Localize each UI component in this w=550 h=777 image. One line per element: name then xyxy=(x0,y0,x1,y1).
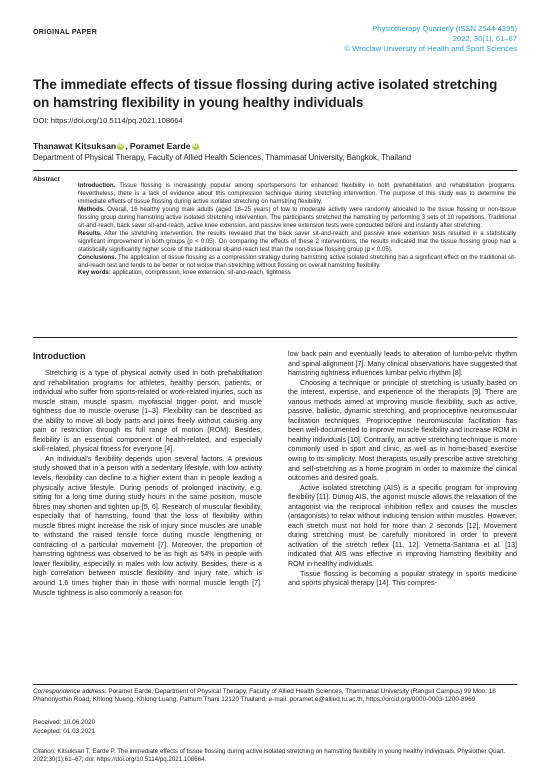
author-list xyxy=(33,141,200,151)
keywords-text: application, compression, knee extension, sit-and-reach, tightness xyxy=(110,269,291,277)
journal-info xyxy=(257,24,517,54)
abstract-heading: Conclusions. xyxy=(78,253,117,261)
affiliation: Department of Physical Therapy, Faculty of Allied Health Sciences, Thammasat University, Bangkok, Thailand xyxy=(33,153,412,162)
author-name: Poramet Earde xyxy=(129,141,191,151)
orcid-icon[interactable]: iD xyxy=(192,143,198,149)
article-dates xyxy=(33,718,95,736)
abstract-text: The application of tissue flossing as a compression strategy during hamstring active isolated stretching has a significant effect on the traditional sit-and-reach test and tends to be better or not worse than stretching without flossing on overall hamstring flexibility. xyxy=(78,253,516,269)
body-paragraph: low back pain and eventually leads to alteration of lumbo-pelvic rhythm and spinal alignment [7]. Many clinical observations have suggested that hamstring tightness influences lumbar pelvic rhythm [8]. xyxy=(288,350,517,378)
article-title: The immediate effects of tissue flossing during active isolated stretching on hamstring flexibility in young healthy individuals xyxy=(33,77,498,110)
correspondence-label: Correspondence address: xyxy=(33,688,107,695)
divider xyxy=(33,684,517,685)
abstract-heading: Introduction. xyxy=(78,182,116,189)
author-separator: , xyxy=(125,141,130,151)
divider xyxy=(33,170,517,171)
body-column-left xyxy=(33,350,262,598)
divider xyxy=(33,337,517,338)
abstract-text: Tissue flossing is increasingly popular among sportspersons for enhanced flexibility in both prehabilitation and rehabilitation programs. Nevertheless, there is a lack of evidence about this compression technique during stretching intervention. The purpose of this study was to determine the immediate effects of tissue flossing during active isolated stretching on hamstring flexibility. xyxy=(78,182,516,205)
section-heading: Introduction xyxy=(33,351,86,361)
author-name: Thanawat Kitsuksan xyxy=(33,141,117,151)
accepted-date: Accepted: 01.03.2021 xyxy=(33,728,96,735)
abstract-label: Abstract xyxy=(33,176,60,183)
abstract-text: Overall, 16 healthy young male adults (aged 18–25 years) of low to moderate activity were randomly allocated to the tissue flossing or non-tissue flossing group during hamstring active isolated stretching intervention. The participants stretched the hamstring by performing 3 sets of 10 repetitions. Traditional sit-and-reach, back saver sit-and-reach, active knee extension, and passive knee extension tests were conducted before and instantly after stretching. xyxy=(78,205,516,229)
body-column-right xyxy=(288,350,517,589)
abstract-heading: Results. xyxy=(78,229,102,237)
correspondence-text: Poramet Earde, Department of Physical Therapy, Faculty of Allied Health Sciences, Thammasat University (Rangsit Campus) 99 Moo. 18 Phahonyothin Road, Khlong Nueng, Khlong Luang, Pathum Thani 12120 Thailand, e-mail: poramet.e@allied.tu.ac.th, https://orcid.org/0000-0003-1200-8969 xyxy=(33,688,496,704)
citation-text: Kitsuksan T, Earde P. The immediate effects of tissue flossing during active isolated stretching on hamstring flexibility in young healthy individuals. Physiother Quart. 2022;30(1):61–67; doi: https://doi.org/10.5114/pq.2021.108664. xyxy=(33,748,506,764)
citation xyxy=(33,748,517,765)
paper-type-label: ORIGINAL PAPER xyxy=(33,27,98,36)
citation-label: Citation: xyxy=(33,748,56,755)
body-paragraph: Active isolated stretching (AIS) is a specific program for improving flexibility [11]. During AIS, the agonist muscle allows the relaxation of the antagonist via the reciprocal inhibition reflex and causes the muscles (antagonists) to relax without inducing tension within muscles. However, each stretch must not hold for more than 2 seconds [12]. Movement during stretching must be carefully monitored in order to prevent activation of the stretch reflex [11, 12]. Vernetta-Santana et al. [13] indicated that AIS was effective in improving hamstring flexibility and ROM in healthy individuals. xyxy=(288,483,517,569)
abstract-body xyxy=(78,182,516,277)
body-paragraph: Choosing a technique or principle of stretching is usually based on the interest, expertise, and experience of the therapists [9]. There are various methods aimed at improving muscle flexibility, such as active, passive, ballistic, dynamic stretching, and proprioceptive neuromuscular facilitation techniques. Proprioceptive neuromuscular facilitation has been well-documented to improve muscle flexibility and increase ROM in healthy individuals [10]. Contrarily, an active stretching technique is more commonly used in sport and clinic, as well as in home-based exercise owing to its simplicity. Most therapists usually prescribe active stretching and self-stretching as a home program in order to maximize the clinical outcomes and desired goals. xyxy=(288,378,517,483)
journal-volume: 2022, 30(1), 61–67 xyxy=(452,34,517,43)
body-paragraph: Tissue flossing is becoming a popular strategy in sports medicine and sports physical therapy [14]. This compres- xyxy=(288,569,517,588)
doi-link[interactable]: DOI: https://doi.org/10.5114/pq.2021.108664 xyxy=(33,116,183,125)
correspondence xyxy=(33,688,517,705)
keywords-heading: Key words: xyxy=(78,269,111,277)
journal-copyright: © Wroclaw University of Health and Sport Sciences xyxy=(344,44,517,53)
received-date: Received: 10.06.2020 xyxy=(33,719,96,726)
abstract-heading: Methods. xyxy=(78,205,105,213)
body-paragraph: Stretching is a type of physical activity used in both prehabilitation and rehabilitation programs for athletes, healthy person, patients, or individual who suffer from sports-related or work-related injuries, such as muscle strain, muscle spasm, myofascial trigger point, and muscle tightness due to muscle overuse [1–3]. Flexibility can be described as the ability to move all body parts and joints freely without causing any pain or restriction through its full range of motion (ROM). Besides, flexibility is an essential component of health-related, and especially skill-related, physical fitness for everyone [4]. xyxy=(33,369,262,454)
orcid-icon[interactable]: iD xyxy=(118,143,124,149)
abstract-text: After the stretching intervention, the results revealed that the back saver sit-and-reach and passive knee extension tests resulted in a statistically significant improvement in both groups (p < 0.05). On comparing the effects of these 2 interventions, the results indicated that the tissue flossing group had a statistically significantly higher score of the traditional sit-and-reach test than the non-tissue flossing group (p < 0.05). xyxy=(78,229,516,253)
journal-name: Physiotherapy Quarterly (ISSN 2544-4395) xyxy=(372,24,517,33)
body-paragraph: An individual's flexibility depends upon several factors. A previous study showed that in a person with a sedentary lifestyle, with low activity levels, flexibility can decline to a higher extent than in people leading a physically active lifestyle. During periods of prolonged inactivity, e.g. sitting for a long time during study hours in the same position, muscle fibres may shorten and tighten up [5, 6]. Research of muscular flexibility, especially that of hamstring, found that the loss of flexibility within muscle fibres might increase the risk of injury since muscles are unable to withstand the raised tensile force during muscle lengthening or contracting of a particular movement [7]. Moreover, the proportion of hamstring tightness was observed to be as high as 54% in people with lower flexibility, especially in males with low activity. Besides, there is a high correlation between muscle flexibility and injury rate, which is around 1.6 times higher than in those with normal muscle length [7]. Muscle tightness is also commonly a reason for xyxy=(33,454,262,597)
